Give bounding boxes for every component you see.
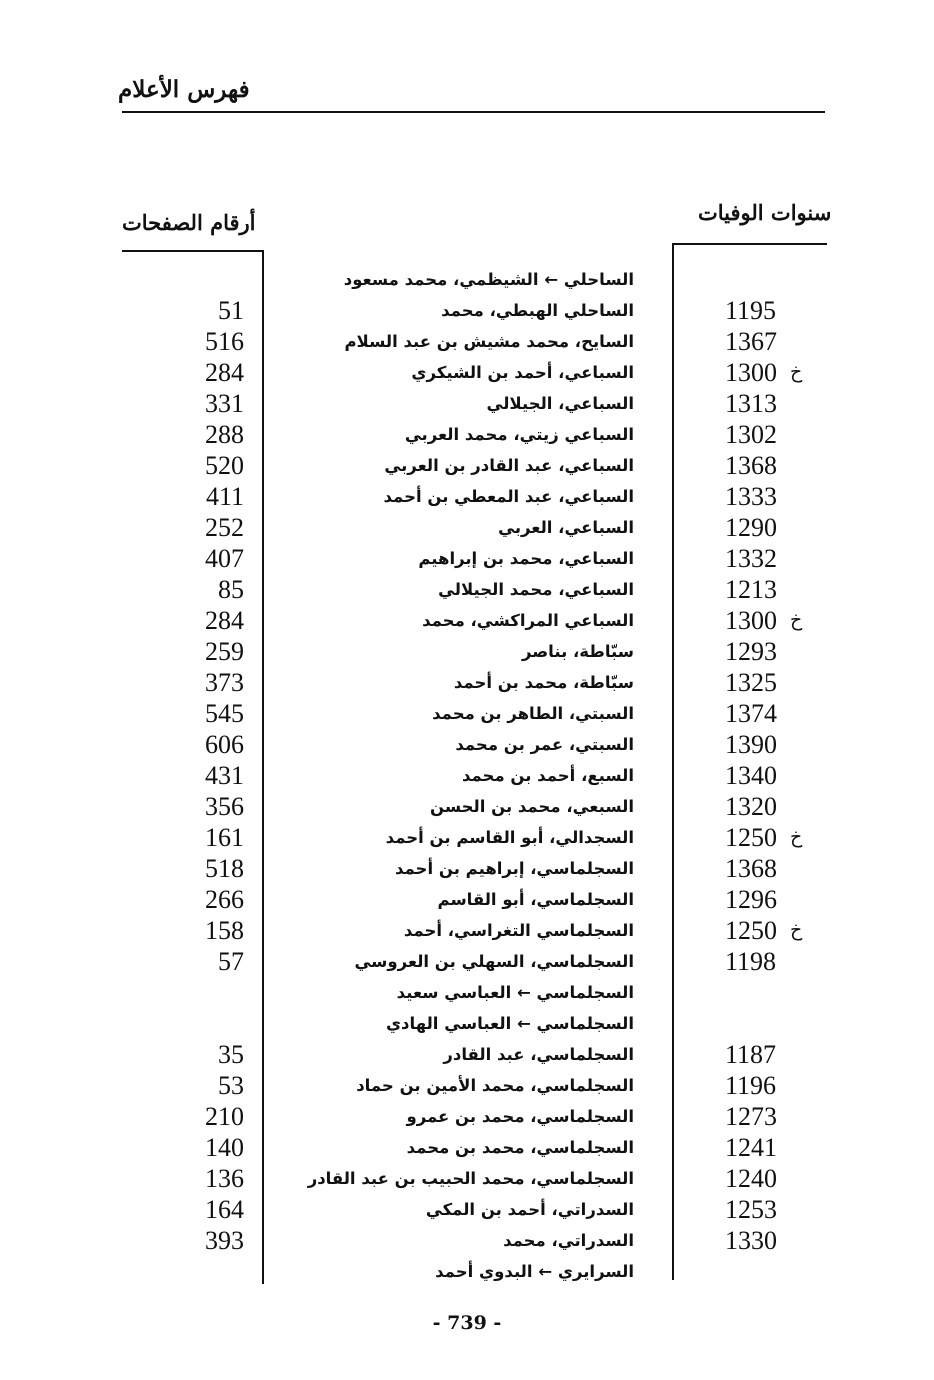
index-entry [0, 326, 934, 357]
entry-name: السباعي، محمد بن إبراهيم [418, 549, 634, 568]
entry-name: السباعي، الجيلالي [486, 394, 634, 413]
index-entry [0, 295, 934, 326]
page-reference: 356 [205, 792, 244, 821]
page-reference: 164 [205, 1195, 244, 1224]
page-reference: 53 [218, 1071, 244, 1100]
entry-name: السجلماسي، أبو القاسم [437, 890, 634, 909]
index-entry [0, 512, 934, 543]
index-entry [0, 481, 934, 512]
entry-name: السجلماسي، السهلي بن العروسي [354, 952, 634, 971]
entry-name: السجلماسي، عبد القادر [443, 1045, 634, 1064]
death-year: 1332 [725, 544, 777, 573]
death-year: 1313 [725, 389, 777, 418]
page-reference: 51 [218, 296, 244, 325]
page-reference: 35 [218, 1040, 244, 1069]
page-number: - 739 - [432, 1312, 502, 1334]
page-reference: 518 [205, 854, 244, 883]
page-reference: 266 [205, 885, 244, 914]
page-reference: 393 [205, 1226, 244, 1255]
index-entry [0, 1256, 934, 1287]
entry-name: السباعي، عبد القادر بن العربي [384, 456, 634, 475]
page-reference: 140 [205, 1133, 244, 1162]
page-reference: 284 [205, 358, 244, 387]
index-entry [0, 791, 934, 822]
entry-name: السباعي، أحمد بن الشيكري [411, 363, 634, 382]
entry-name: السجلماسي، إبراهيم بن أحمد [394, 859, 634, 878]
death-year: 1240 [725, 1164, 777, 1193]
death-year: 1250 [725, 823, 777, 852]
death-year: 1198 [725, 947, 777, 976]
index-entry [0, 574, 934, 605]
death-year: 1390 [725, 730, 777, 759]
entry-name: السدراتي، محمد [503, 1231, 634, 1250]
index-entry [0, 822, 934, 853]
page-reference: 259 [205, 637, 244, 666]
page-reference: 210 [205, 1102, 244, 1131]
entry-name: السجلماسي، محمد الأمين بن حماد [356, 1076, 634, 1095]
approximate-mark: خ [790, 609, 803, 631]
index-entry [0, 419, 934, 450]
entry-name: السايح، محمد مشيش بن عبد السلام [344, 332, 634, 351]
page-reference: 520 [205, 451, 244, 480]
page-reference: 516 [205, 327, 244, 356]
index-entry [0, 1039, 934, 1070]
entry-name: السجلماسي، محمد بن محمد [406, 1138, 634, 1157]
death-year: 1333 [725, 482, 777, 511]
entry-name: سبّاطة، محمد بن أحمد [453, 673, 634, 692]
index-entry [0, 698, 934, 729]
death-year: 1320 [725, 792, 777, 821]
death-year: 1213 [725, 575, 777, 604]
index-entry [0, 1225, 934, 1256]
death-year: 1367 [725, 327, 777, 356]
entry-name: سبّاطة، بناصر [521, 642, 634, 661]
index-entry [0, 946, 934, 977]
entry-name: السباعي، محمد الجيلالي [438, 580, 634, 599]
page-reference: 158 [205, 916, 244, 945]
entry-name: السبتي، عمر بن محمد [455, 735, 634, 754]
entry-name: الساحلي الهبطي، محمد [441, 301, 634, 320]
index-entry [0, 1101, 934, 1132]
index-entry [0, 884, 934, 915]
index-entry [0, 667, 934, 698]
page-reference: 136 [205, 1164, 244, 1193]
death-year: 1273 [725, 1102, 777, 1131]
death-year: 1296 [725, 885, 777, 914]
header-rule [122, 111, 825, 113]
page-reference: 606 [205, 730, 244, 759]
index-entry [0, 543, 934, 574]
death-year: 1195 [725, 296, 777, 325]
entry-name: السدراتي، أحمد بن المكي [425, 1200, 634, 1219]
approximate-mark: خ [790, 919, 803, 941]
index-entry [0, 357, 934, 388]
page-reference: 331 [205, 389, 244, 418]
death-year: 1196 [725, 1071, 777, 1100]
page-reference: 57 [218, 947, 244, 976]
entry-name: السبع، أحمد بن محمد [461, 766, 634, 785]
pages-column-top-rule [122, 250, 264, 252]
entry-name: السباعي، عبد المعطي بن أحمد [383, 487, 634, 506]
index-entry [0, 1070, 934, 1101]
death-year: 1290 [725, 513, 777, 542]
index-entry [0, 636, 934, 667]
death-year: 1293 [725, 637, 777, 666]
index-entry [0, 1132, 934, 1163]
entry-name: السبتي، الطاهر بن محمد [432, 704, 634, 723]
entry-name: السجلماسي ← العباسي الهادي [385, 1014, 634, 1033]
entry-name: السجلماسي، محمد بن عمرو [406, 1107, 634, 1126]
death-year: 1300 [725, 606, 777, 635]
page-reference: 284 [205, 606, 244, 635]
entry-name: السجدالي، أبو القاسم بن أحمد [385, 828, 634, 847]
entry-name: الساحلي ← الشيظمي، محمد مسعود [343, 270, 634, 289]
years-column-top-rule [672, 243, 827, 245]
index-entry [0, 977, 934, 1008]
approximate-mark: خ [790, 361, 803, 383]
entry-name: السباعي، العربي [498, 518, 634, 537]
entry-name: السجلماسي ← العباسي سعيد [396, 983, 634, 1002]
column-header-pages: أرقام الصفحات [122, 210, 256, 235]
death-year: 1330 [725, 1226, 777, 1255]
index-entry [0, 1194, 934, 1225]
entry-name: السجلماسي التغراسي، أحمد [403, 921, 634, 940]
death-year: 1187 [725, 1040, 777, 1069]
index-entry [0, 1008, 934, 1039]
index-entry [0, 853, 934, 884]
death-year: 1374 [725, 699, 777, 728]
entry-name: السبعي، محمد بن الحسن [429, 797, 634, 816]
running-title: فهرس الأعلام [118, 76, 250, 103]
page-reference: 407 [205, 544, 244, 573]
page-reference: 161 [205, 823, 244, 852]
page-reference: 411 [205, 482, 244, 511]
death-year: 1253 [725, 1195, 777, 1224]
page-reference: 288 [205, 420, 244, 449]
index-entry [0, 729, 934, 760]
death-year: 1325 [725, 668, 777, 697]
column-header-years: سنوات الوفيات [698, 200, 832, 225]
death-year: 1302 [725, 420, 777, 449]
index-entries [0, 264, 934, 1287]
index-entry [0, 264, 934, 295]
death-year: 1300 [725, 358, 777, 387]
index-entry [0, 605, 934, 636]
page-reference: 373 [205, 668, 244, 697]
entry-name: السجلماسي، محمد الحبيب بن عبد القادر [307, 1169, 634, 1188]
approximate-mark: خ [790, 826, 803, 848]
death-year: 1340 [725, 761, 777, 790]
index-entry [0, 760, 934, 791]
death-year: 1241 [725, 1133, 777, 1162]
index-entry [0, 388, 934, 419]
death-year: 1250 [725, 916, 777, 945]
entry-name: السرايري ← البدوي أحمد [435, 1262, 634, 1281]
page-reference: 252 [205, 513, 244, 542]
page-reference: 431 [205, 761, 244, 790]
page-reference: 85 [218, 575, 244, 604]
entry-name: السباعي زيتي، محمد العربي [404, 425, 634, 444]
entry-name: السباعي المراكشي، محمد [422, 611, 634, 630]
index-entry [0, 1163, 934, 1194]
death-year: 1368 [725, 451, 777, 480]
index-entry [0, 450, 934, 481]
page-reference: 545 [205, 699, 244, 728]
death-year: 1368 [725, 854, 777, 883]
index-entry [0, 915, 934, 946]
